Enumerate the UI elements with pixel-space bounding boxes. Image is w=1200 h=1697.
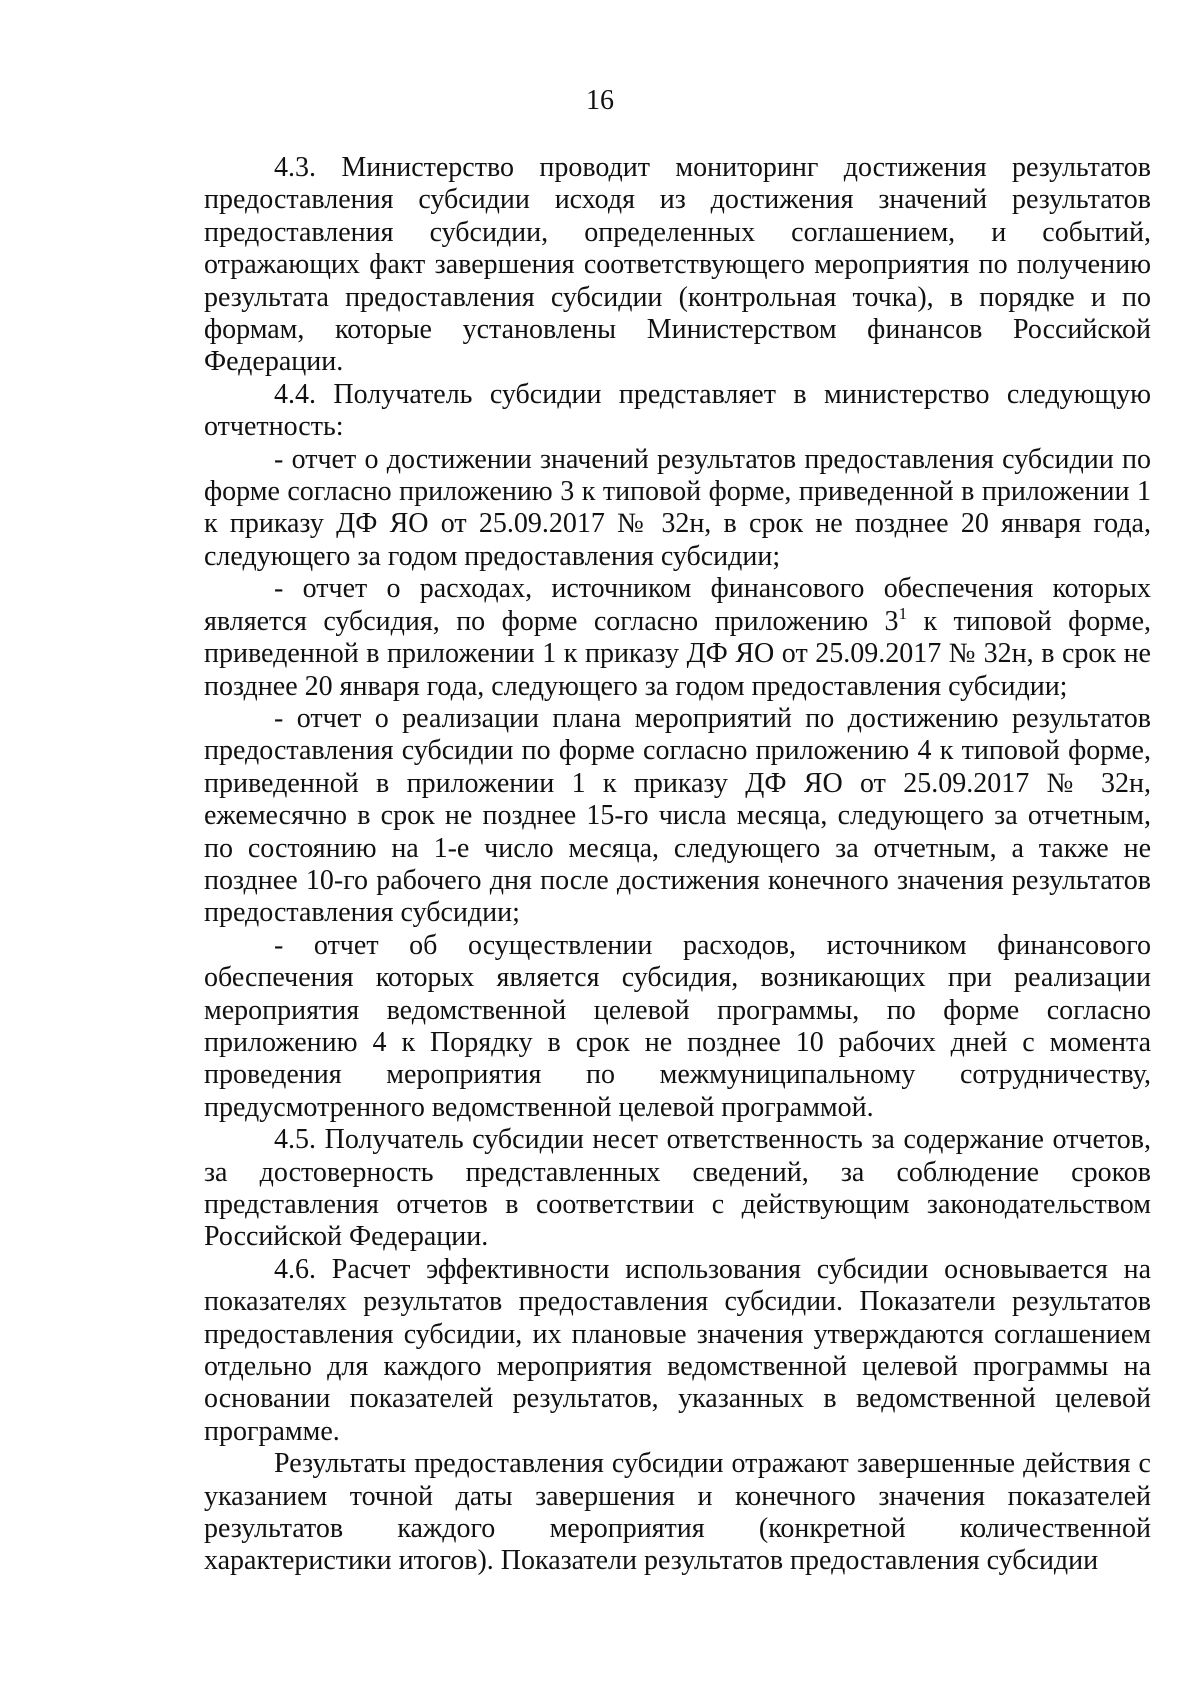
report-item-expenses-text-continued: к типовой форме, приведенной в приложении 1 к приказу ДФ ЯО от 25.09.2017 № 32н, в срок не позднее 20 января года, следующего за годом предоставления субсидии; (204, 605, 1152, 702)
report-item-plan: - отчет о реализации плана мероприятий по достижению результатов предоставления субсидии по форме согласно приложению 4 к типовой форме, приведенной в приложении 1 к приказу ДФ ЯО от 25.09.2017 № 32н, ежемесячно в срок не позднее 15-го числа месяца, следующего за отчетным, по состоянию на 1-е число месяца, следующего за отчетным, а также не позднее 10-го рабочего дня после достижения конечного значения результатов предоставления субсидии; (204, 702, 1151, 929)
page-number: 16 (586, 85, 614, 116)
report-item-expenses-text: - отчет о расходах, источником финансового обеспечения которых является субсидия, по форме согласно приложению 3 (204, 573, 1151, 637)
paragraph-4-4: 4.4. Получатель субсидии представляет в министерство следующую отчетность: (204, 378, 1151, 443)
paragraph-results: Результаты предоставления субсидии отражают завершенные действия с указанием точной даты завершения и конечного значения показателей результатов каждого мероприятия (конкретной количественной характеристики итогов). Показатели результатов предоставления субсидии (204, 1448, 1151, 1577)
document-body (204, 152, 1151, 1578)
paragraph-4-6: 4.6. Расчет эффективности использования субсидии основывается на показателях результатов предоставления субсидии. Показатели результатов предоставления субсидии, их плановые значения утверждаются соглашением отдельно для каждого мероприятия ведомственной целевой программы на основании показателей результатов, указанных в ведомственной целевой программе. (204, 1253, 1151, 1447)
paragraph-4-5: 4.5. Получатель субсидии несет ответственность за содержание отчетов, за достоверность представленных сведений, за соблюдение сроков представления отчетов в соответствии с действующим законодательством Российской Федерации. (204, 1124, 1151, 1253)
report-item-expenses (204, 573, 1151, 703)
paragraph-4-3: 4.3. Министерство проводит мониторинг достижения результатов предоставления субсидии исходя из достижения значений результатов предоставления субсидии, определенных соглашением, и событий, отражающих факт завершения соответствующего мероприятия по получению результата предоставления субсидии (контрольная точка), в порядке и по формам, которые установлены Министерством финансов Российской Федерации. (204, 152, 1151, 378)
superscript-1: 1 (898, 603, 908, 623)
report-item-event-expenses: - отчет об осуществлении расходов, источником финансового обеспечения которых является субсидия, возникающих при реализации мероприятия ведомственной целевой программы, по форме согласно приложению 4 к Порядку в срок не позднее 10 рабочих дней с момента проведения мероприятия по межмуниципальному сотрудничеству, предусмотренного ведомственной целевой программой. (204, 929, 1151, 1123)
report-item-achievement: - отчет о достижении значений результатов предоставления субсидии по форме согласно приложению 3 к типовой форме, приведенной в приложении 1 к приказу ДФ ЯО от 25.09.2017 № 32н, в срок не позднее 20 января года, следующего за годом предоставления субсидии; (204, 443, 1151, 572)
